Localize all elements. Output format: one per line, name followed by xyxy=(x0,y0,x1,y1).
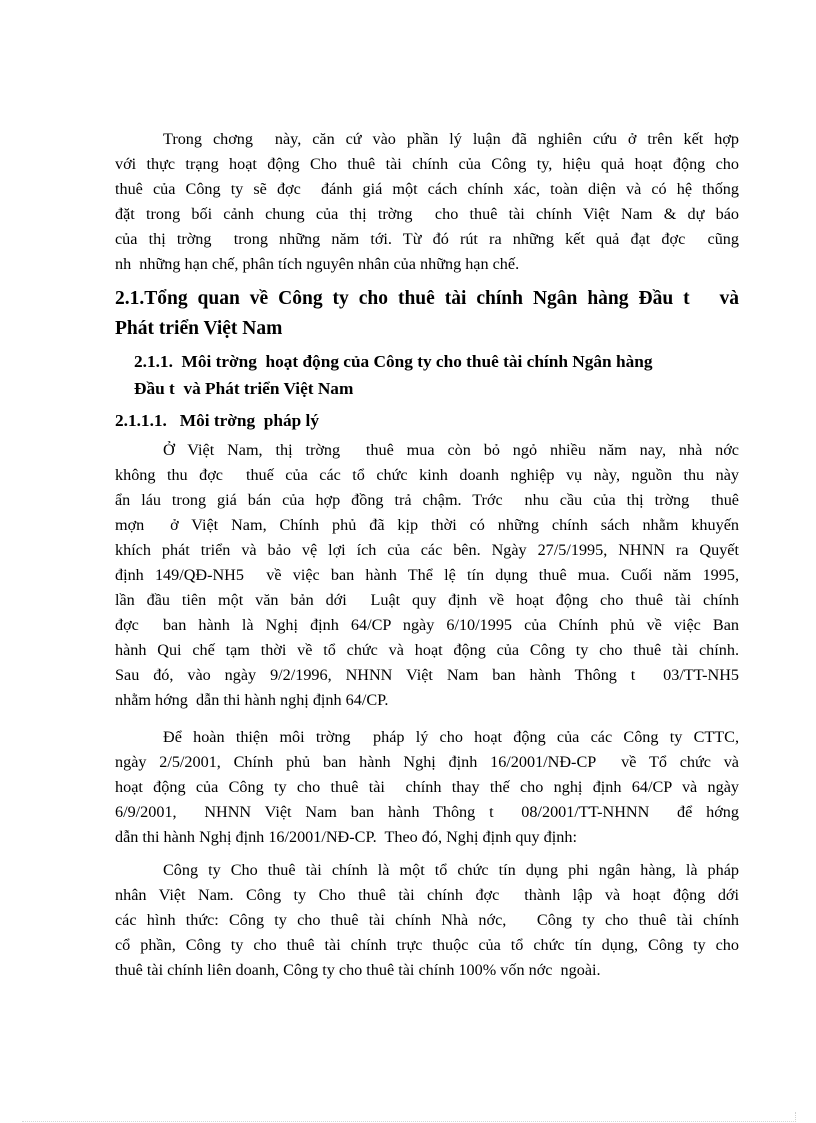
text-line: không thu đợc thuế của các tổ chức kinh doanh nghiệp vụ này, nguồn thu này xyxy=(115,466,739,484)
text-line: cổ phần, Công ty cho thuê tài chính trực thuộc của tổ chức tín dụng, Công ty cho xyxy=(115,936,739,954)
paragraph-legal-environment xyxy=(115,438,739,713)
text-line: định 149/QĐ-NH5 về việc ban hành Thể lệ tín dụng thuê mua. Cuối năm 1995, xyxy=(115,566,739,584)
text-line: đợc ban hành là Nghị định 64/CP ngày 6/10/1995 của Chính phủ về việc Ban xyxy=(115,616,739,634)
text-line: ngày 2/5/2001, Chính phủ ban hành Nghị định 16/2001/NĐ-CP về Tổ chức và xyxy=(115,753,739,771)
text-line: dẫn thi hành Nghị định 16/2001/NĐ-CP. Theo đó, Nghị định quy định: xyxy=(115,828,577,846)
text-line: với thực trạng hoạt động Cho thuê tài chính của Công ty, hiệu quả hoạt động cho xyxy=(115,155,739,173)
subsection-heading-2-1-1 xyxy=(115,348,739,402)
heading-line: Đầu t và Phát triển Việt Nam xyxy=(134,379,354,398)
text-line: 6/9/2001, NHNN Việt Nam ban hành Thông t 08/2001/TT-NHNN để hớng xyxy=(115,803,739,821)
text-line: nhằm hớng dẫn thi hành nghị định 64/CP. xyxy=(115,691,389,709)
text-line: nhân Việt Nam. Công ty Cho thuê tài chính đợc thành lập và hoạt động dới xyxy=(115,886,739,904)
heading-line: 2.1.Tổng quan về Công ty cho thuê tài chính Ngân hàng Đầu t và xyxy=(115,288,739,309)
text-line: Công ty Cho thuê tài chính là một tổ chức tín dụng phi ngân hàng, là pháp xyxy=(163,861,739,879)
text-line: Ở Việt Nam, thị trờng thuê mua còn bỏ ngỏ nhiều năm nay, nhà nớc xyxy=(163,441,739,459)
section-heading-2-1 xyxy=(115,284,739,344)
page-corner-mark xyxy=(795,1112,796,1122)
subsubsection-heading-2-1-1-1 xyxy=(115,407,739,434)
text-line: mợn ở Việt Nam, Chính phủ đã kịp thời có những chính sách nhằm khuyến xyxy=(115,516,739,534)
text-line: nh những hạn chế, phân tích nguyên nhân của những hạn chế. xyxy=(115,255,520,273)
text-line: thuê của Công ty sẽ đợc đánh giá một cách chính xác, toàn diện và có hệ thống xyxy=(115,180,739,198)
heading-line: 2.1.1.1. Môi trờng pháp lý xyxy=(115,411,319,430)
heading-line: 2.1.1. Môi trờng hoạt động của Công ty cho thuê tài chính Ngân hàng xyxy=(134,352,653,371)
text-line: Trong chơng này, căn cứ vào phần lý luận đã nghiên cứu ở trên kết hợp xyxy=(163,130,739,148)
text-line: hành Qui chế tạm thời về tổ chức và hoạt động của Công ty cho thuê tài chính. xyxy=(115,641,739,659)
text-line: Để hoàn thiện môi trờng pháp lý cho hoạt động của các Công ty CTTC, xyxy=(163,728,739,746)
text-line: thuê tài chính liên doanh, Công ty cho thuê tài chính 100% vốn nớc ngoài. xyxy=(115,961,601,979)
heading-line: Phát triển Việt Nam xyxy=(115,318,283,339)
text-line: Sau đó, vào ngày 9/2/1996, NHNN Việt Nam ban hành Thông t 03/TT-NH5 xyxy=(115,666,739,684)
text-line: lần đầu tiên một văn bản dới Luật quy định về hoạt động cho thuê tài chính xyxy=(115,591,739,609)
text-line: ẩn láu trong giá bán của hợp đồng trả chậm. Trớc nhu cầu của thị trờng thuê xyxy=(115,491,739,509)
text-line: hoạt động của Công ty cho thuê tài chính thay thế cho nghị định 64/CP và ngày xyxy=(115,778,739,796)
page-bottom-divider xyxy=(22,1121,796,1122)
text-line: khích phát triển và bảo vệ lợi ích của các bên. Ngày 27/5/1995, NHNN ra Quyết xyxy=(115,541,739,559)
text-line: các hình thức: Công ty cho thuê tài chính Nhà nớc, Công ty cho thuê tài chính xyxy=(115,911,739,929)
text-line: của thị trờng trong những năm tới. Từ đó rút ra những kết quả đạt đợc cũng xyxy=(115,230,739,248)
paragraph-company-definition xyxy=(115,858,739,983)
paragraph-legal-improvement xyxy=(115,725,739,850)
text-line: đặt trong bối cảnh chung của thị trờng cho thuê tài chính Việt Nam & dự báo xyxy=(115,205,739,223)
intro-paragraph xyxy=(115,127,739,277)
